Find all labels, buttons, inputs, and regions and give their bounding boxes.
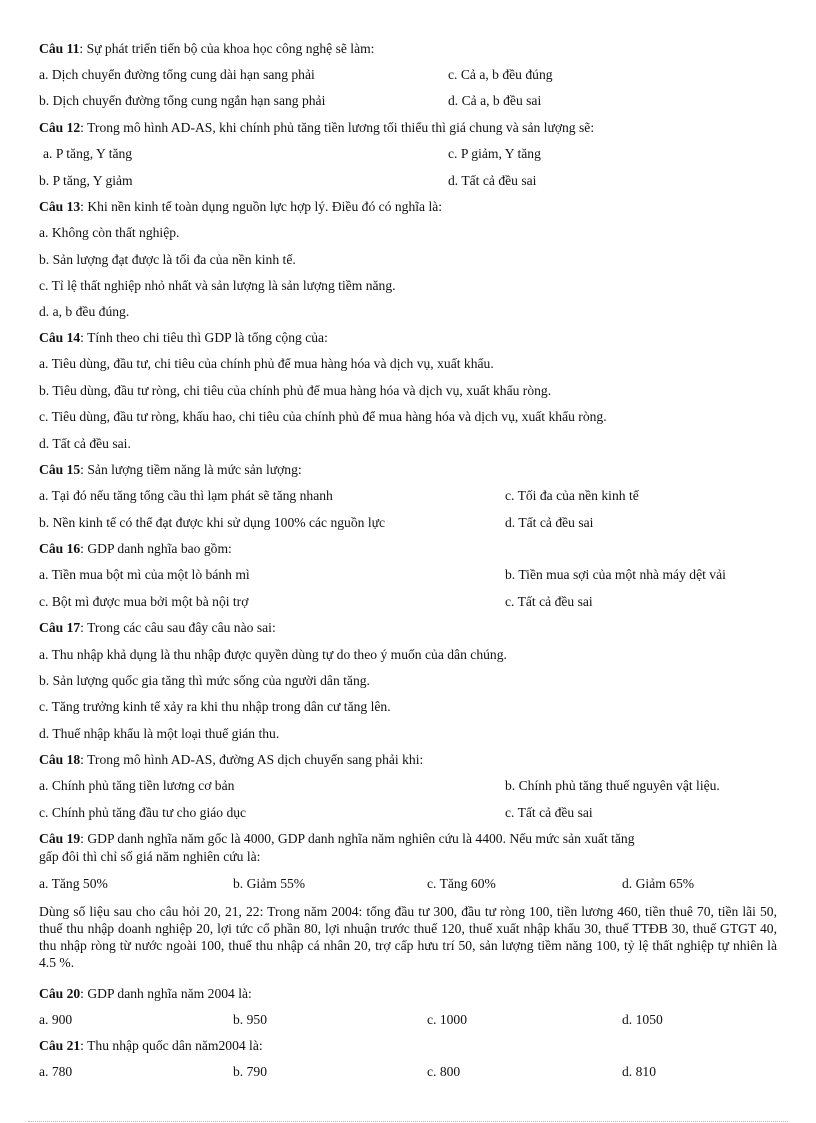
question-number: Câu 21 (39, 1038, 81, 1053)
question-20 (39, 986, 252, 1002)
option: a. P tăng, Y tăng (43, 146, 133, 161)
option: c. P giảm, Y tăng (448, 146, 541, 161)
option: c. 800 (427, 1064, 461, 1079)
option: b. 950 (233, 1012, 267, 1027)
option: b. Tiêu dùng, đầu tư ròng, chi tiêu của chính phủ để mua hàng hóa và dịch vụ, xuất khẩu ròng. (39, 383, 552, 398)
question-19 (39, 831, 635, 847)
option: b. Sản lượng quốc gia tăng thì mức sống của người dân tăng. (39, 673, 370, 688)
option: d. Tất cả đều sai (505, 515, 594, 530)
option: c. Tỉ lệ thất nghiệp nhỏ nhất và sản lượng là sản lượng tiềm năng. (39, 278, 396, 293)
question-number: Câu 18 (39, 752, 81, 767)
option: c. Cả a, b đều đúng (448, 67, 553, 82)
question-text: : Trong các câu sau đây câu nào sai: (80, 620, 276, 635)
option: b. Nền kinh tế có thể đạt được khi sử dụng 100% các nguồn lực (39, 515, 386, 530)
option: b. Sản lượng đạt được là tối đa của nền kinh tế. (39, 252, 296, 267)
option: d. 1050 (622, 1012, 663, 1027)
question-17 (39, 620, 276, 636)
option: a. 780 (39, 1064, 73, 1079)
data-paragraph: Dùng số liệu sau cho câu hỏi 20, 21, 22: Trong năm 2004: tổng đầu tư 300, đầu tư ròng 100, tiền lương 460, tiền thuê 70, tiền lãi 50, thuế thu nhập doanh nghiệp 20, lợi tức cổ phần 80, lợi nhuận trước thuế 120, thuế xuất nhập khẩu 30, thuế TTĐB 30, thuế GTGT 40, thu nhập ròng từ nước ngoài 100, thuế thu nhập cá nhân 20, trợ cấp hưu trí 50, sản lượng tiềm năng 100, tỷ lệ thất nghiệp tự nhiên là 4.5 %. (39, 904, 777, 970)
option: c. Chính phủ tăng đầu tư cho giáo dục (39, 805, 247, 820)
option: c. Tiêu dùng, đầu tư ròng, khấu hao, chi tiêu của chính phủ để mua hàng hóa và dịch vụ, xuất khẩu ròng. (39, 409, 607, 424)
question-number: Câu 13 (39, 199, 81, 214)
question-14 (39, 330, 328, 346)
question-text-continued: gấp đôi thì chỉ số giá năm nghiên cứu là: (39, 849, 261, 864)
question-text: : GDP danh nghĩa năm 2004 là: (80, 986, 252, 1001)
question-text: : Sản lượng tiềm năng là mức sản lượng: (80, 462, 302, 477)
question-text: : Trong mô hình AD-AS, khi chính phủ tăng tiền lương tối thiểu thì giá chung và sản lượng sẽ: (80, 120, 595, 135)
option: b. Giảm 55% (233, 876, 306, 891)
option: b. Tiền mua sợi của một nhà máy dệt vải (505, 567, 726, 582)
option: c. Bột mì được mua bởi một bà nội trợ (39, 594, 249, 609)
option: a. Không còn thất nghiệp. (39, 225, 180, 240)
option: b. 790 (233, 1064, 267, 1079)
option: a. Tại đó nếu tăng tổng cầu thì lạm phát sẽ tăng nhanh (39, 488, 333, 503)
option: c. Tối đa của nền kinh tế (505, 488, 639, 503)
option: b. Dịch chuyển đường tổng cung ngắn hạn sang phải (39, 93, 326, 108)
question-12 (39, 120, 594, 136)
question-16 (39, 541, 232, 557)
option: d. Cả a, b đều sai (448, 93, 542, 108)
option: c. Tăng 60% (427, 876, 496, 891)
question-text: : Trong mô hình AD-AS, đường AS dịch chuyển sang phải khi: (80, 752, 424, 767)
question-13 (39, 199, 442, 215)
option: a. Dịch chuyển đường tổng cung dài hạn sang phải (39, 67, 315, 82)
question-number: Câu 16 (39, 541, 81, 556)
question-21 (39, 1038, 263, 1054)
page-bottom-divider (28, 1121, 788, 1122)
option: a. 900 (39, 1012, 73, 1027)
question-text: : GDP danh nghĩa năm gốc là 4000, GDP danh nghĩa năm nghiên cứu là 4400. Nếu mức sản xuất tăng (80, 831, 635, 846)
option: d. Tất cả đều sai. (39, 436, 131, 451)
option: a. Chính phủ tăng tiền lương cơ bản (39, 778, 235, 793)
option: d. Giảm 65% (622, 876, 695, 891)
option: d. Tất cả đều sai (448, 173, 537, 188)
option: d. Thuế nhập khẩu là một loại thuế gián thu. (39, 726, 280, 741)
option: d. a, b đều đúng. (39, 304, 130, 319)
question-number: Câu 14 (39, 330, 81, 345)
question-number: Câu 17 (39, 620, 81, 635)
question-text: : Tính theo chi tiêu thì GDP là tổng cộng của: (80, 330, 328, 345)
question-text: : GDP danh nghĩa bao gồm: (80, 541, 232, 556)
question-text: : Khi nền kinh tế toàn dụng nguồn lực hợp lý. Điều đó có nghĩa là: (80, 199, 443, 214)
question-text: : Thu nhập quốc dân năm2004 là: (80, 1038, 263, 1053)
question-number: Câu 15 (39, 462, 81, 477)
option: c. Tất cả đều sai (505, 594, 593, 609)
question-number: Câu 20 (39, 986, 81, 1001)
question-number: Câu 19 (39, 831, 81, 846)
option: a. Tăng 50% (39, 876, 108, 891)
question-15 (39, 462, 302, 478)
option: c. Tăng trưởng kinh tế xảy ra khi thu nhập trong dân cư tăng lên. (39, 699, 391, 714)
option: a. Tiền mua bột mì của một lò bánh mì (39, 567, 250, 582)
question-number: Câu 12 (39, 120, 81, 135)
question-11 (39, 41, 374, 57)
option: b. P tăng, Y giảm (39, 173, 133, 188)
option: c. Tất cả đều sai (505, 805, 593, 820)
option: a. Thu nhập khả dụng là thu nhập được quyền dùng tự do theo ý muốn của dân chúng. (39, 647, 507, 662)
option: b. Chính phủ tăng thuế nguyên vật liệu. (505, 778, 720, 793)
question-18 (39, 752, 423, 768)
option: a. Tiêu dùng, đầu tư, chi tiêu của chính phủ để mua hàng hóa và dịch vụ, xuất khẩu. (39, 356, 494, 371)
question-number: Câu 11 (39, 41, 80, 56)
question-text: : Sự phát triển tiến bộ của khoa học công nghệ sẽ làm: (79, 41, 375, 56)
option: d. 810 (622, 1064, 656, 1079)
option: c. 1000 (427, 1012, 468, 1027)
